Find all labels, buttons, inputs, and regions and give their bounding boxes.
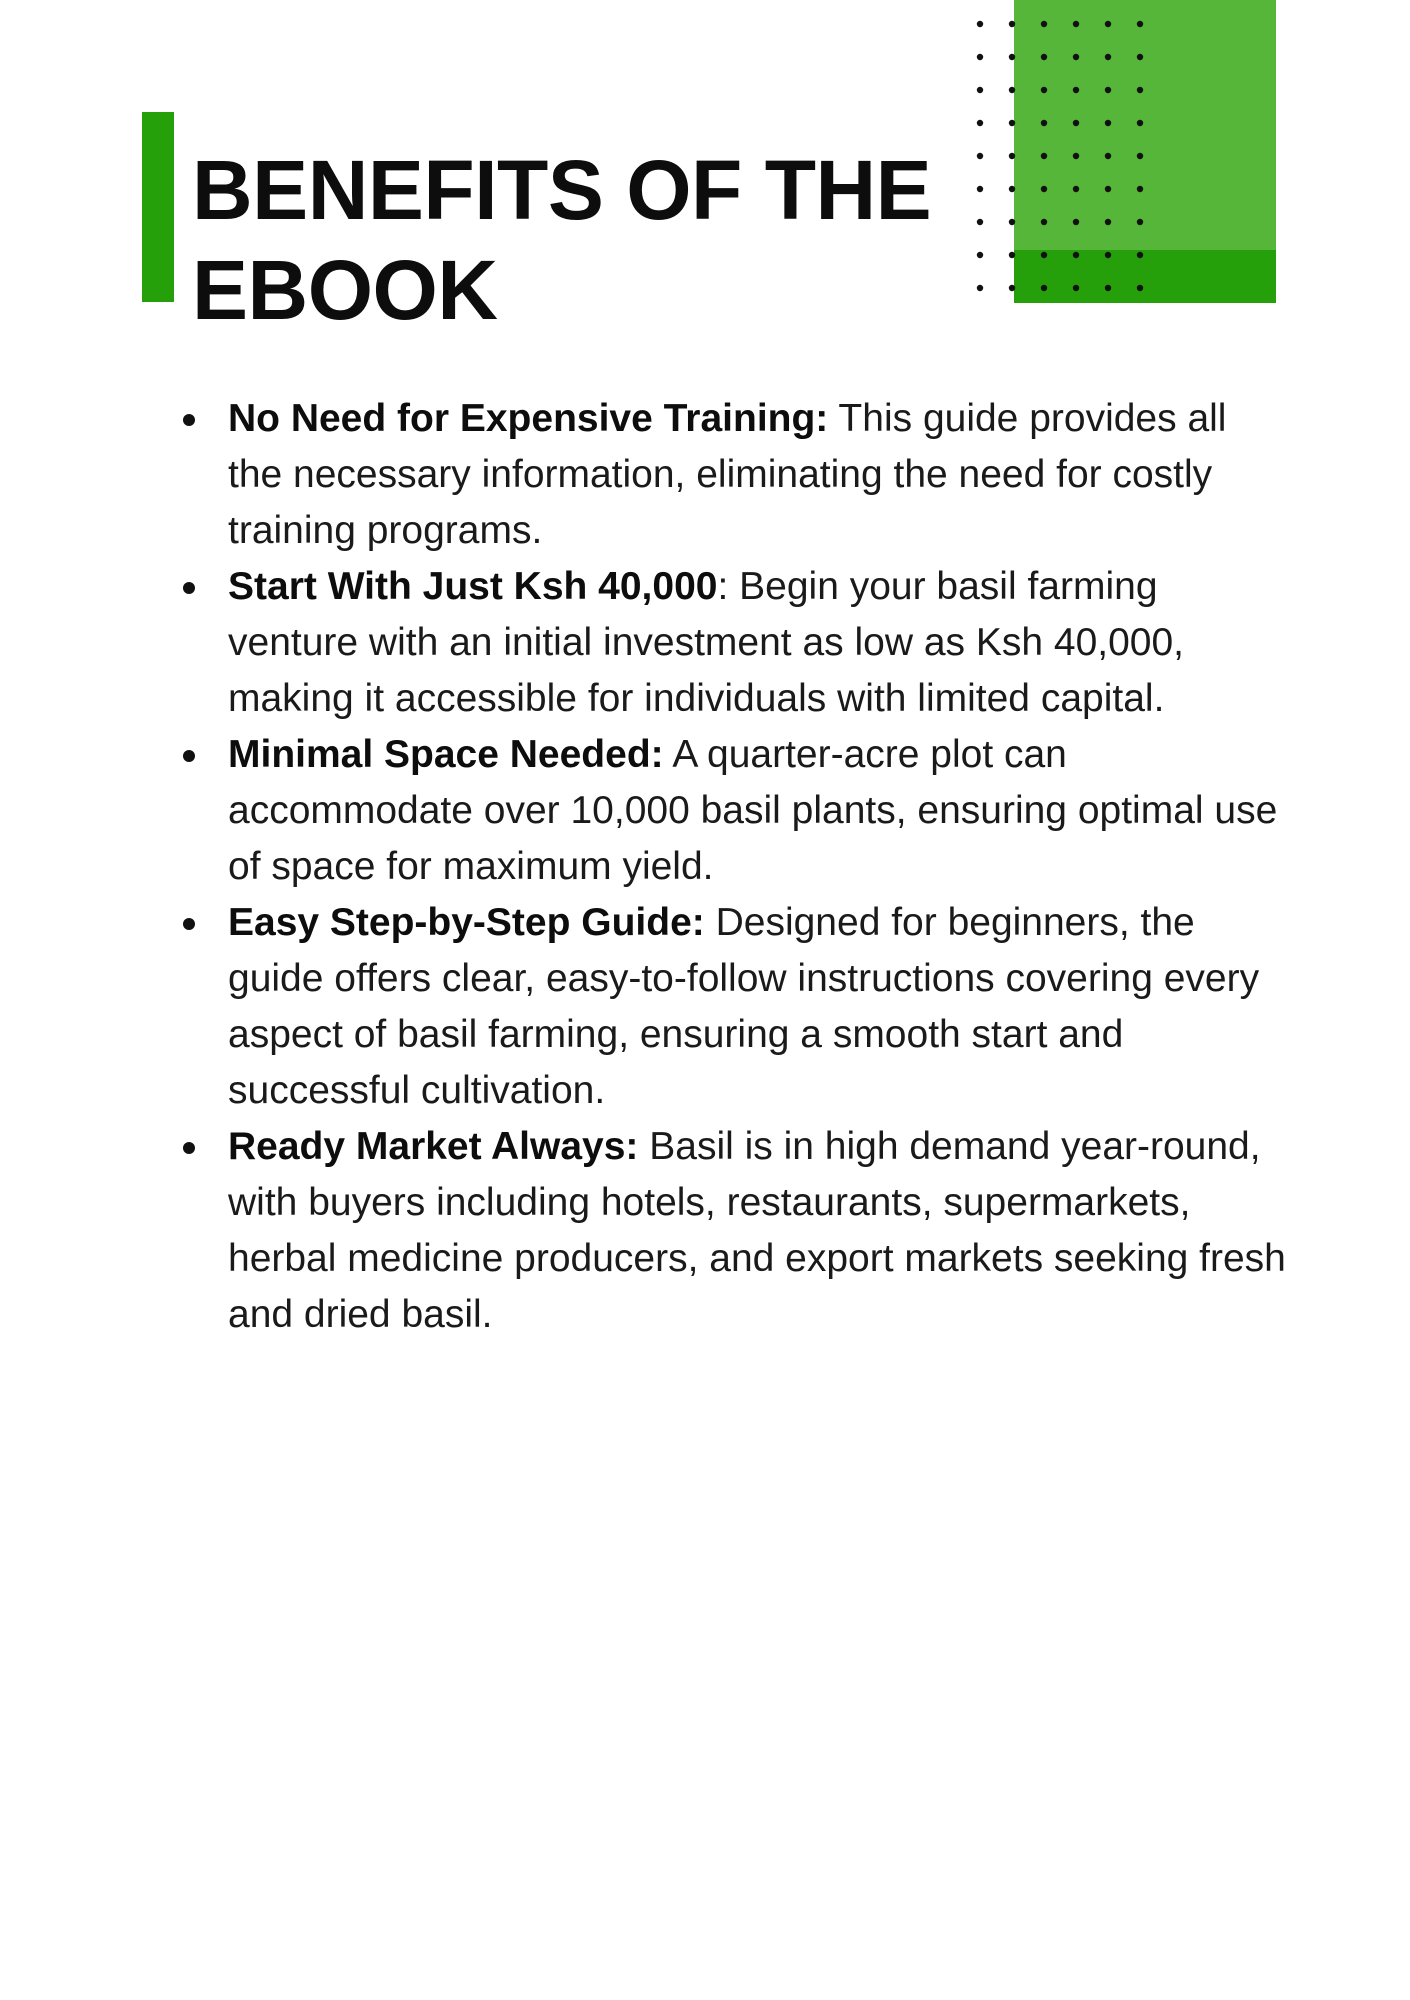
decorative-dot [977, 87, 983, 93]
decorative-dot [1105, 252, 1111, 258]
decorative-dot [1009, 186, 1015, 192]
decorative-dot [977, 186, 983, 192]
benefit-label: Start With Just Ksh 40,000 [228, 565, 718, 608]
decorative-dot [1137, 252, 1143, 258]
benefit-text: Designed for beginners, the guide offers clear, easy-to-follow instructions covering every aspect of basil farming, ensuring a smooth start and successful cultivation. [228, 901, 1260, 1112]
decorative-dot [1137, 186, 1143, 192]
decorative-dot [1041, 219, 1047, 225]
bullet-icon [183, 414, 195, 426]
benefit-item-investment [228, 559, 1288, 727]
decorative-dot [1009, 120, 1015, 126]
decorative-dot [1073, 120, 1079, 126]
decorative-dot [977, 252, 983, 258]
decorative-dot [1041, 21, 1047, 27]
benefit-text: A quarter-acre plot can accommodate over 10,000 basil plants, ensuring optimal use of space for maximum yield. [228, 733, 1278, 888]
decorative-dot [1105, 21, 1111, 27]
benefit-item-space [228, 727, 1288, 895]
decorative-dot [1009, 219, 1015, 225]
decorative-dot [1009, 87, 1015, 93]
benefit-text: Basil is in high demand year-round, with buyers including hotels, restaurants, supermarkets, herbal medicine producers, and export markets seeking fresh and dried basil. [228, 1125, 1286, 1336]
decorative-dot [1137, 87, 1143, 93]
decorative-dot [977, 120, 983, 126]
decorative-dot [1073, 285, 1079, 291]
benefit-item-market [228, 1119, 1288, 1343]
decorative-dot [1041, 54, 1047, 60]
benefit-text: : Begin your basil farming venture with an initial investment as low as Ksh 40,000, making it accessible for individuals with limited capital. [228, 565, 1185, 720]
benefit-label: Easy Step-by-Step Guide: [228, 901, 705, 944]
benefit-item-training [228, 391, 1288, 559]
page-title: BENEFITS OF THE EBOOK [192, 143, 932, 337]
decorative-dot [1105, 186, 1111, 192]
decorative-dot [977, 21, 983, 27]
decorative-dot [1105, 54, 1111, 60]
decorative-dot [977, 153, 983, 159]
benefit-label: Ready Market Always: [228, 1125, 639, 1168]
decorative-dot [1137, 219, 1143, 225]
decorative-dot-grid [974, 16, 1174, 306]
decorative-dot [1105, 219, 1111, 225]
decorative-dot [1105, 87, 1111, 93]
decorative-dot [1073, 54, 1079, 60]
decorative-dot [977, 54, 983, 60]
decorative-dot [977, 285, 983, 291]
benefit-item-guide [228, 895, 1288, 1119]
bullet-icon [183, 1142, 195, 1154]
title-accent-bar [142, 112, 174, 302]
decorative-dot [1137, 21, 1143, 27]
bullet-icon [183, 750, 195, 762]
decorative-dot [977, 219, 983, 225]
decorative-dot [1073, 87, 1079, 93]
decorative-dot [1009, 21, 1015, 27]
decorative-dot [1137, 153, 1143, 159]
decorative-dot [1137, 285, 1143, 291]
decorative-dot [1073, 186, 1079, 192]
decorative-dot [1073, 252, 1079, 258]
decorative-dot [1041, 285, 1047, 291]
decorative-dot [1041, 120, 1047, 126]
benefits-list [228, 391, 1288, 1343]
decorative-dot [1137, 120, 1143, 126]
decorative-dot [1041, 87, 1047, 93]
decorative-dot [1041, 252, 1047, 258]
bullet-icon [183, 582, 195, 594]
decorative-dot [1073, 219, 1079, 225]
benefit-label: Minimal Space Needed: [228, 733, 664, 776]
decorative-dot [1137, 54, 1143, 60]
decorative-dot [1009, 54, 1015, 60]
bullet-icon [183, 918, 195, 930]
decorative-dot [1041, 186, 1047, 192]
benefit-label: No Need for Expensive Training: [228, 397, 829, 440]
decorative-dot [1105, 285, 1111, 291]
decorative-dot [1041, 153, 1047, 159]
benefit-text: This guide provides all the necessary information, eliminating the need for costly training programs. [228, 397, 1227, 552]
decorative-dot [1105, 120, 1111, 126]
decorative-dot [1105, 153, 1111, 159]
decorative-dot [1009, 153, 1015, 159]
decorative-dot [1009, 252, 1015, 258]
decorative-dot [1073, 21, 1079, 27]
decorative-dot [1009, 285, 1015, 291]
decorative-dot [1073, 153, 1079, 159]
